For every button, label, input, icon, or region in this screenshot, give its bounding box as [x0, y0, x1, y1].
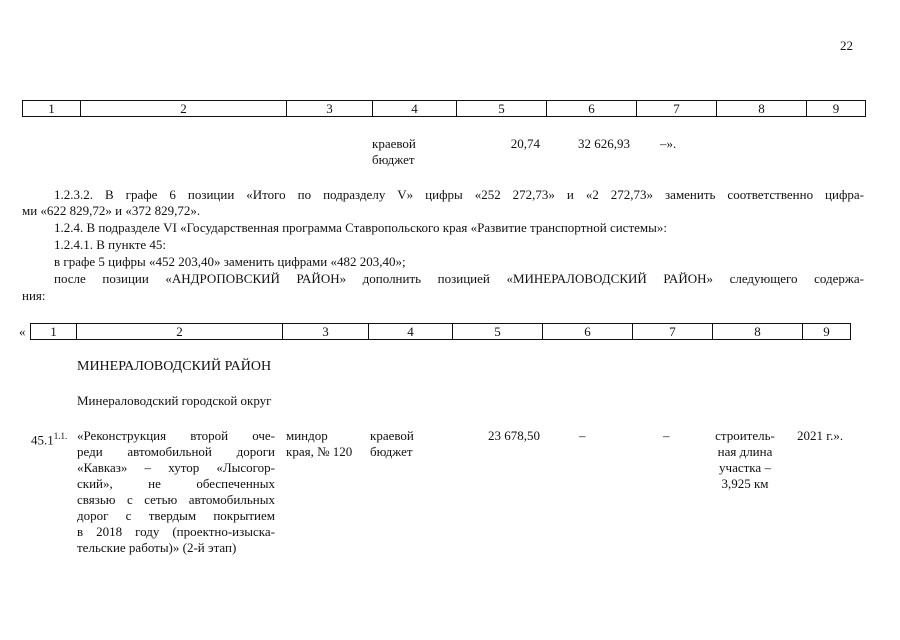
entry-result	[705, 428, 785, 492]
municipality-heading: Минераловодский городской округ	[77, 393, 272, 408]
column-number: 5	[457, 101, 547, 117]
entry-executor	[286, 428, 366, 460]
executor-line: миндор	[286, 428, 328, 443]
column-number: 2	[77, 324, 283, 340]
entry-budget	[370, 428, 414, 460]
budget-line: бюджет	[370, 444, 413, 459]
entry-name-line: ский», не обеспеченных	[77, 476, 275, 491]
result-line: ная длина	[717, 444, 773, 459]
entry-col6: –	[579, 428, 586, 443]
entry-name-line: «Реконструкция второй оче-	[77, 428, 275, 443]
entry-number-main: 45.1	[31, 432, 54, 448]
column-number: 5	[453, 324, 543, 340]
column-number: 4	[369, 324, 453, 340]
entry-amount: 23 678,50	[488, 428, 540, 443]
column-number: 6	[543, 324, 633, 340]
budget-line: краевой	[370, 428, 414, 443]
entry-number-sup: 1.1.	[53, 431, 68, 441]
entry-name-line: связью с сетью автомобильных	[77, 492, 275, 507]
budget-line: краевой	[372, 136, 416, 151]
opening-quote: «	[19, 324, 26, 339]
column-number: 3	[287, 101, 373, 117]
paragraph-2: 1.2.4. В подразделе VI «Государственная программа Ставропольского края «Развитие транспортной системы»:	[54, 220, 667, 235]
entry-name-line: в 2018 году (проектно-изыска-	[77, 524, 275, 539]
column-number: 4	[373, 101, 457, 117]
column-number: 9	[803, 324, 851, 340]
column-number: 7	[633, 324, 713, 340]
continuation-col5: 20,74	[510, 136, 540, 151]
result-line: участка –	[719, 460, 771, 475]
entry-number	[31, 428, 67, 448]
paragraph-5-line-2: ния:	[22, 288, 46, 303]
paragraph-4: в графе 5 цифры «452 203,40» заменить цифрами «482 203,40»;	[54, 254, 406, 269]
column-number: 1	[23, 101, 81, 117]
entry-col7: –	[663, 428, 670, 443]
entry-name-line: тельские работы)» (2-й этап)	[77, 540, 237, 555]
column-header-table-inserted	[30, 323, 851, 340]
executor-line: края, № 120	[286, 444, 353, 459]
result-line: строитель-	[715, 428, 775, 443]
column-number: 8	[713, 324, 803, 340]
column-number: 1	[31, 324, 77, 340]
column-header-table-top	[22, 100, 866, 117]
entry-name	[77, 428, 275, 556]
column-number: 2	[81, 101, 287, 117]
result-line: 3,925 км	[721, 476, 769, 491]
continuation-col6: 32 626,93	[578, 136, 630, 151]
entry-name-line: «Кавказ» – хутор «Лысогор-	[77, 460, 275, 475]
page-number: 22	[840, 38, 853, 53]
continuation-col7: –».	[660, 136, 677, 151]
continuation-budget	[372, 136, 416, 168]
district-heading: МИНЕРАЛОВОДСКИЙ РАЙОН	[77, 359, 272, 374]
column-number: 8	[717, 101, 807, 117]
paragraph-3: 1.2.4.1. В пункте 45:	[54, 237, 167, 252]
entry-name-line: дорог с твердым покрытием	[77, 508, 275, 523]
column-number: 7	[637, 101, 717, 117]
column-number: 9	[807, 101, 866, 117]
paragraph-1-line-1: 1.2.3.2. В графе 6 позиции «Итого по подразделу V» цифры «252 272,73» и «2 272,73» заменить соответственно цифра-	[54, 187, 864, 202]
column-number: 3	[283, 324, 369, 340]
entry-name-line: реди автомобильной дороги	[77, 444, 275, 459]
entry-year: 2021 г.».	[797, 428, 844, 443]
budget-line: бюджет	[372, 152, 415, 167]
paragraph-1-line-2: ми «622 829,72» и «372 829,72».	[22, 203, 201, 218]
column-number: 6	[547, 101, 637, 117]
paragraph-5-line-1: после позиции «АНДРОПОВСКИЙ РАЙОН» дополнить позицией «МИНЕРАЛОВОДСКИЙ РАЙОН» следующего содержа-	[54, 271, 864, 286]
